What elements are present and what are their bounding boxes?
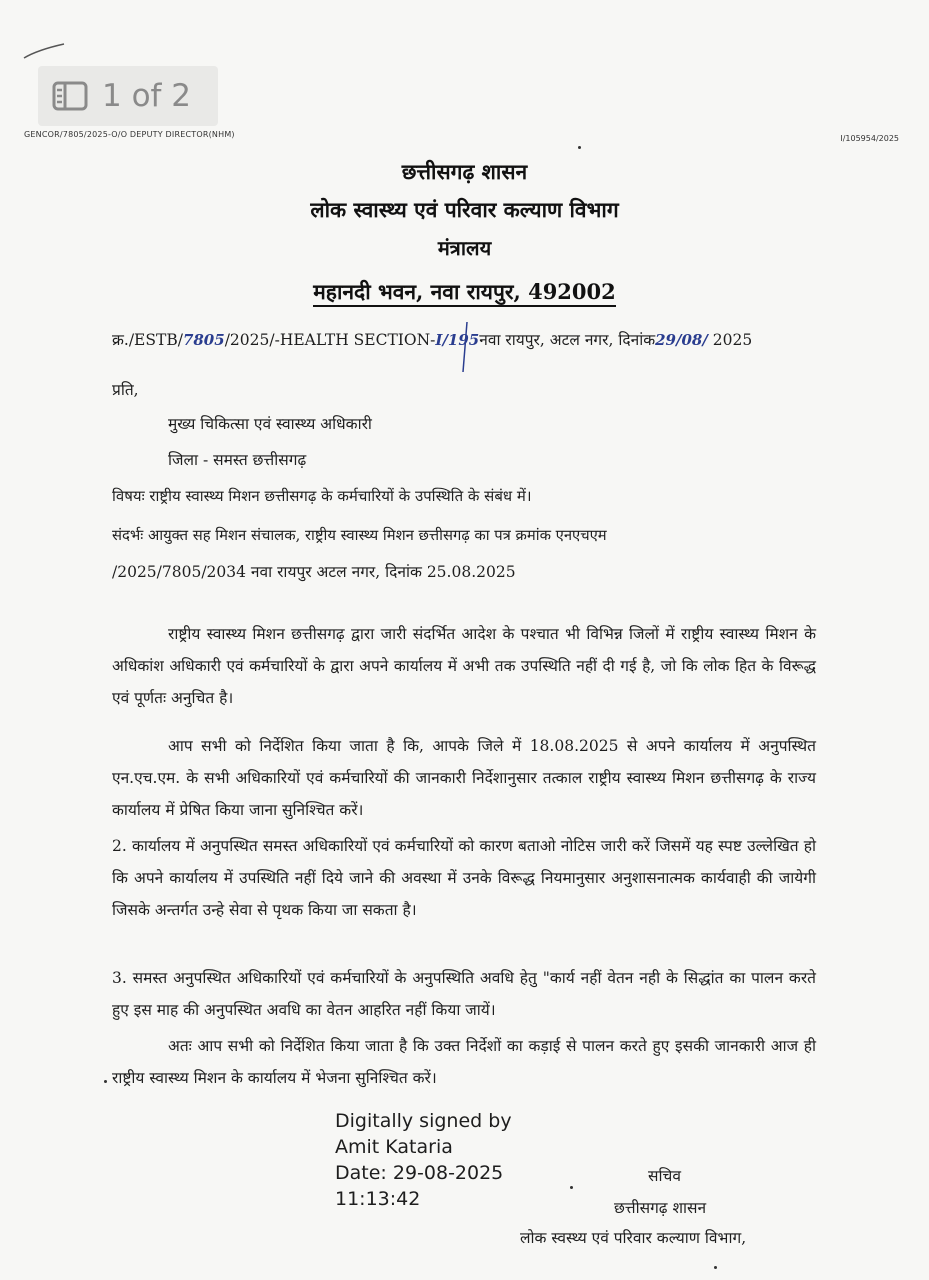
ref-mid: /2025/-HEALTH SECTION- bbox=[224, 331, 436, 349]
signature-date: Date: 29-08-2025 bbox=[335, 1162, 504, 1184]
letterhead-department: लोक स्वास्थ्य एवं परिवार कल्याण विभाग bbox=[310, 197, 619, 222]
subject-line: विषयः राष्ट्रीय स्वास्थ्य मिशन छत्तीसगढ़ के कर्मचारियों के उपस्थिति के संबंध में। bbox=[112, 487, 532, 505]
letterhead-address-wrap bbox=[0, 278, 929, 306]
ref-year: 2025 bbox=[707, 331, 753, 349]
signatory-department: लोक स्वस्थ्य एवं परिवार कल्याण विभाग, bbox=[520, 1229, 747, 1247]
letterhead-address: महानदी भवन, नवा रायपुर, 492002 bbox=[313, 279, 616, 307]
reference-letter-line1: संदर्भः आयुक्त सह मिशन संचालक, राष्ट्रीय स्वास्थ्य मिशन छत्तीसगढ़ का पत्र क्रमांक एनएचएम bbox=[112, 527, 607, 544]
ref-handwritten-date: 29/08/ bbox=[655, 331, 708, 349]
signature-name: Amit Kataria bbox=[335, 1136, 453, 1158]
ref-place: नवा रायपुर, अटल नगर, दिनांक bbox=[479, 331, 656, 349]
speck bbox=[104, 1080, 107, 1083]
signatory-government: छत्तीसगढ़ शासन bbox=[614, 1199, 707, 1217]
recipient-district: जिला - समस्त छत्तीसगढ़ bbox=[168, 451, 307, 469]
ref-handwritten-no1: 7805 bbox=[182, 331, 225, 349]
body-paragraph-1: राष्ट्रीय स्वास्थ्य मिशन छत्तीसगढ़ द्वारा जारी संदर्भित आदेश के पश्चात भी विभिन्न जिलों में राष्ट्रीय स्वास्थ्य मिशन के अधिकांश अधिकारी एवं कर्मचारियों के द्वारा अपने कार्यालय में अभी तक उपस्थिति नहीं दी गई है, जो कि लोक हित के विरूद्ध एवं पूर्णतः अनुचित है। bbox=[112, 625, 816, 707]
page-indicator-text: 1 of 2 bbox=[102, 78, 192, 114]
speck bbox=[570, 1186, 573, 1189]
signature-line1: Digitally signed by bbox=[335, 1110, 512, 1132]
ref-prefix: क्र./ESTB/ bbox=[112, 331, 183, 349]
file-ref-right: I/105954/2025 bbox=[840, 134, 899, 143]
handwritten-stroke bbox=[462, 320, 468, 374]
signature-time: 11:13:42 bbox=[335, 1188, 421, 1210]
speck bbox=[578, 146, 581, 149]
body-paragraph-4: 3. समस्त अनुपस्थित अधिकारियों एवं कर्मचारियों के अनुपस्थिति अवधि हेतु "कार्य नहीं वेतन नही के सिद्धांत का पालन करते हुए इस माह की अनुपस्थित अवधि का वेतन आहरित नहीं किया जायें। bbox=[112, 969, 816, 1019]
body-paragraph-3: 2. कार्यालय में अनुपस्थित समस्त अधिकारियों एवं कर्मचारियों को कारण बताओ नोटिस जारी करें जिसमें यह स्पष्ट उल्लेखित हो कि अपने कार्यालय में उपस्थिति नहीं दिये जाने की अवस्था में उनके विरूद्ध नियमानुसार अनुशासनात्मक कार्यवाही की जायेगी जिसके अन्तर्गत उन्हे सेवा से पृथक किया जा सकता है। bbox=[112, 837, 816, 919]
page-view-icon bbox=[52, 80, 88, 112]
signatory-designation: सचिव bbox=[648, 1167, 681, 1185]
letterhead-ministry: मंत्रालय bbox=[437, 236, 492, 260]
digital-signature bbox=[335, 1108, 512, 1212]
page-indicator[interactable] bbox=[38, 66, 218, 126]
reference-letter-line2: /2025/7805/2034 नवा रायपुर अटल नगर, दिनांक 25.08.2025 bbox=[112, 563, 516, 581]
ref-handwritten-no2: I/195 bbox=[435, 331, 480, 349]
recipient-to: प्रति, bbox=[112, 381, 139, 399]
speck bbox=[714, 1266, 717, 1269]
body-paragraph-2: आप सभी को निर्देशित किया जाता है कि, आपके जिले में 18.08.2025 से अपने कार्यालय में अनुपस्थित एन.एच.एम. के सभी अधिकारियों एवं कर्मचारियों की जानकारी निर्देशानुसार तत्काल राष्ट्रीय स्वास्थ्य मिशन छत्तीसगढ़ के राज्य कार्यालय में प्रेषित किया जाना सुनिश्चित करें। bbox=[112, 737, 816, 819]
body-paragraph-5: अतः आप सभी को निर्देशित किया जाता है कि उक्त निर्देशों का कड़ाई से पालन करते हुए इसकी जानकारी आज ही राष्ट्रीय स्वास्थ्य मिशन के कार्यालय में भेजना सुनिश्चित करें। bbox=[112, 1037, 816, 1087]
pen-stroke-mark bbox=[22, 42, 66, 60]
letterhead-government: छत्तीसगढ़ शासन bbox=[401, 159, 528, 184]
recipient-name: मुख्य चिकित्सा एवं स्वास्थ्य अधिकारी bbox=[168, 415, 372, 433]
file-ref-left: GENCOR/7805/2025-O/O DEPUTY DIRECTOR(NHM) bbox=[24, 130, 235, 139]
